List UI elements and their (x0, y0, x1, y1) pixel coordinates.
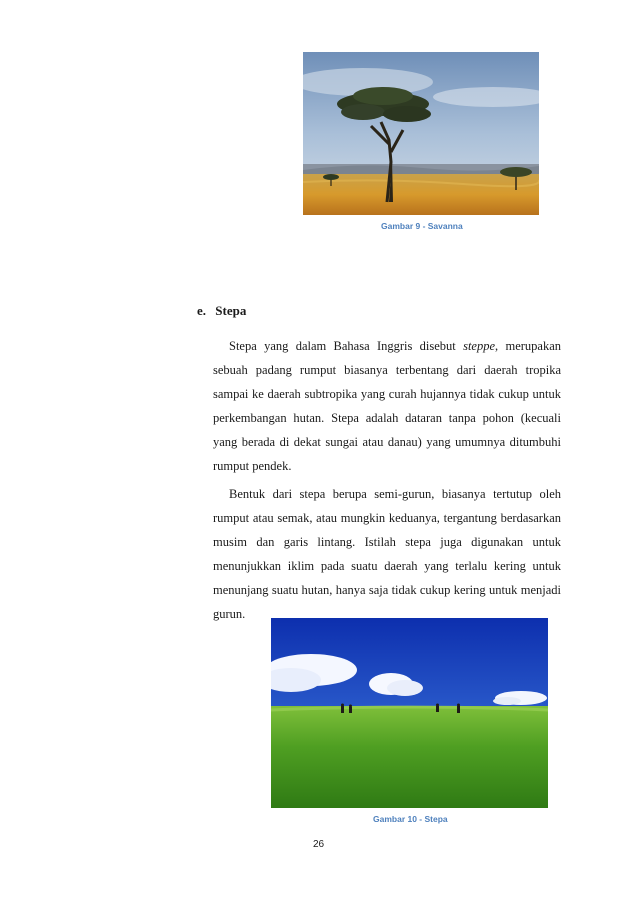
steppe-photo (271, 618, 548, 808)
section-marker: e. (197, 303, 207, 318)
p1-italic-term: steppe (463, 339, 496, 353)
p1-text-end: , merupakan sebuah padang rumput biasanya terbentang dari daerah tropika sampai ke daerah subtropika yang curah hujannya tidak cukup untuk perkembangan hutan. Stepa adalah dataran tanpa pohon (kecuali yang berada di dekat sungai atau danau) yang umumnya ditumbuhi rumput pendek. (213, 339, 561, 473)
page-number: 26 (313, 839, 325, 850)
p1-text-start: Stepa yang dalam Bahasa Inggris disebut (229, 339, 464, 353)
p2-text: Bentuk dari stepa berupa semi-gurun, biasanya tertutup oleh rumput atau semak, atau mungkin keduanya, tergantung berdasarkan musim dan garis lintang. Istilah stepa juga digunakan untuk menunjukkan iklim pada suatu daerah yang terlalu kering untuk menunjang suatu hutan, hanya saja tidak cukup kering untuk menjadi gurun. (213, 487, 561, 621)
paragraph-2 (213, 482, 561, 626)
section-heading (197, 303, 246, 319)
section-title: Stepa (215, 303, 247, 318)
paragraph-1 (213, 334, 561, 478)
figure-caption: Gambar 9 - Savanna (381, 221, 463, 231)
savanna-photo (303, 52, 539, 215)
figure-caption: Gambar 10 - Stepa (373, 814, 448, 824)
